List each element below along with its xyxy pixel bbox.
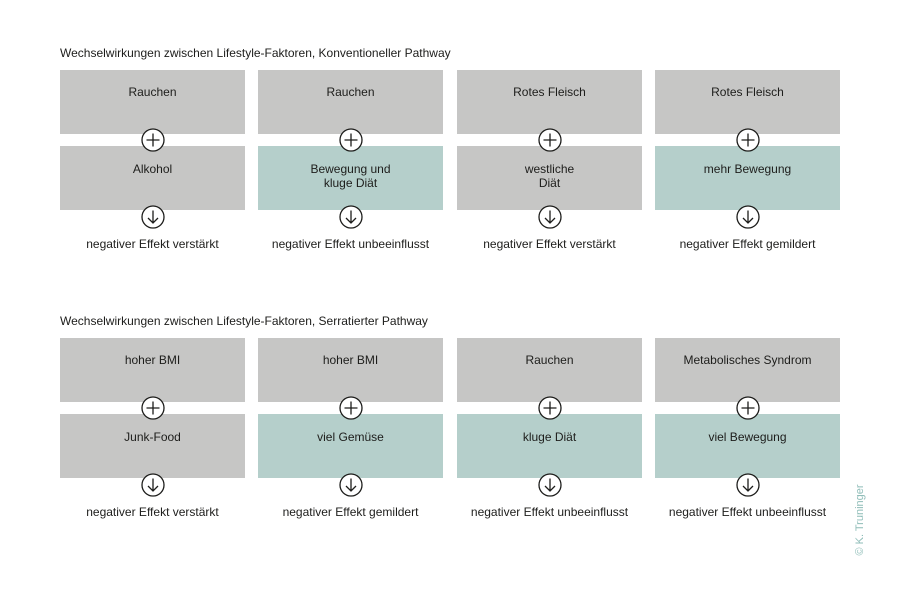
factor-box-top: Rauchen [457, 338, 642, 402]
interaction-card-2-1 [60, 338, 245, 538]
arrow-down-circle-icon [538, 473, 562, 497]
factor-box-top: Rotes Fleisch [655, 70, 840, 134]
effect-label: negativer Effekt gemildert [282, 505, 419, 519]
effect-label: negativer Effekt unbeeinflusst [668, 505, 827, 519]
factor-box-bottom: viel Gemüse [258, 414, 443, 478]
arrow-down-circle-icon [736, 205, 760, 229]
factor-box-top: Rauchen [258, 70, 443, 134]
interaction-card-2-3 [457, 338, 642, 538]
plus-circle-icon [339, 396, 363, 420]
factor-box-bottom: Alkohol [60, 146, 245, 210]
factor-box-bottom: Bewegung und kluge Diät [258, 146, 443, 210]
factor-box-top: Metabolisches Syndrom [655, 338, 840, 402]
interaction-card-1-4 [655, 70, 840, 270]
effect-label: negativer Effekt verstärkt [86, 505, 219, 519]
effect-label: negativer Effekt gemildert [679, 237, 816, 251]
effect-label: negativer Effekt verstärkt [483, 237, 616, 251]
arrow-down-circle-icon [339, 205, 363, 229]
effect-label: negativer Effekt verstärkt [86, 237, 219, 251]
arrow-down-circle-icon [736, 473, 760, 497]
plus-circle-icon [141, 128, 165, 152]
copyright-credit: © K. Truninger [854, 484, 866, 556]
factor-box-bottom: viel Bewegung [655, 414, 840, 478]
interaction-card-1-3 [457, 70, 642, 270]
arrow-down-circle-icon [141, 205, 165, 229]
arrow-down-circle-icon [538, 205, 562, 229]
plus-circle-icon [538, 128, 562, 152]
plus-circle-icon [141, 396, 165, 420]
interaction-card-2-4 [655, 338, 840, 538]
interaction-card-1-1 [60, 70, 245, 270]
factor-box-bottom: kluge Diät [457, 414, 642, 478]
interaction-card-2-2 [258, 338, 443, 538]
factor-box-bottom: Junk-Food [60, 414, 245, 478]
section-title-konventionell: Wechselwirkungen zwischen Lifestyle-Faktoren, Konventioneller Pathway [60, 46, 451, 60]
interaction-card-1-2 [258, 70, 443, 270]
arrow-down-circle-icon [141, 473, 165, 497]
factor-box-top: hoher BMI [258, 338, 443, 402]
plus-circle-icon [736, 128, 760, 152]
arrow-down-circle-icon [339, 473, 363, 497]
effect-label: negativer Effekt unbeeinflusst [271, 237, 430, 251]
plus-circle-icon [736, 396, 760, 420]
factor-box-top: Rauchen [60, 70, 245, 134]
effect-label: negativer Effekt unbeeinflusst [470, 505, 629, 519]
factor-box-top: Rotes Fleisch [457, 70, 642, 134]
plus-circle-icon [538, 396, 562, 420]
factor-box-bottom: westliche Diät [457, 146, 642, 210]
plus-circle-icon [339, 128, 363, 152]
section-title-serratiert: Wechselwirkungen zwischen Lifestyle-Faktoren, Serratierter Pathway [60, 314, 428, 328]
factor-box-bottom: mehr Bewegung [655, 146, 840, 210]
factor-box-top: hoher BMI [60, 338, 245, 402]
